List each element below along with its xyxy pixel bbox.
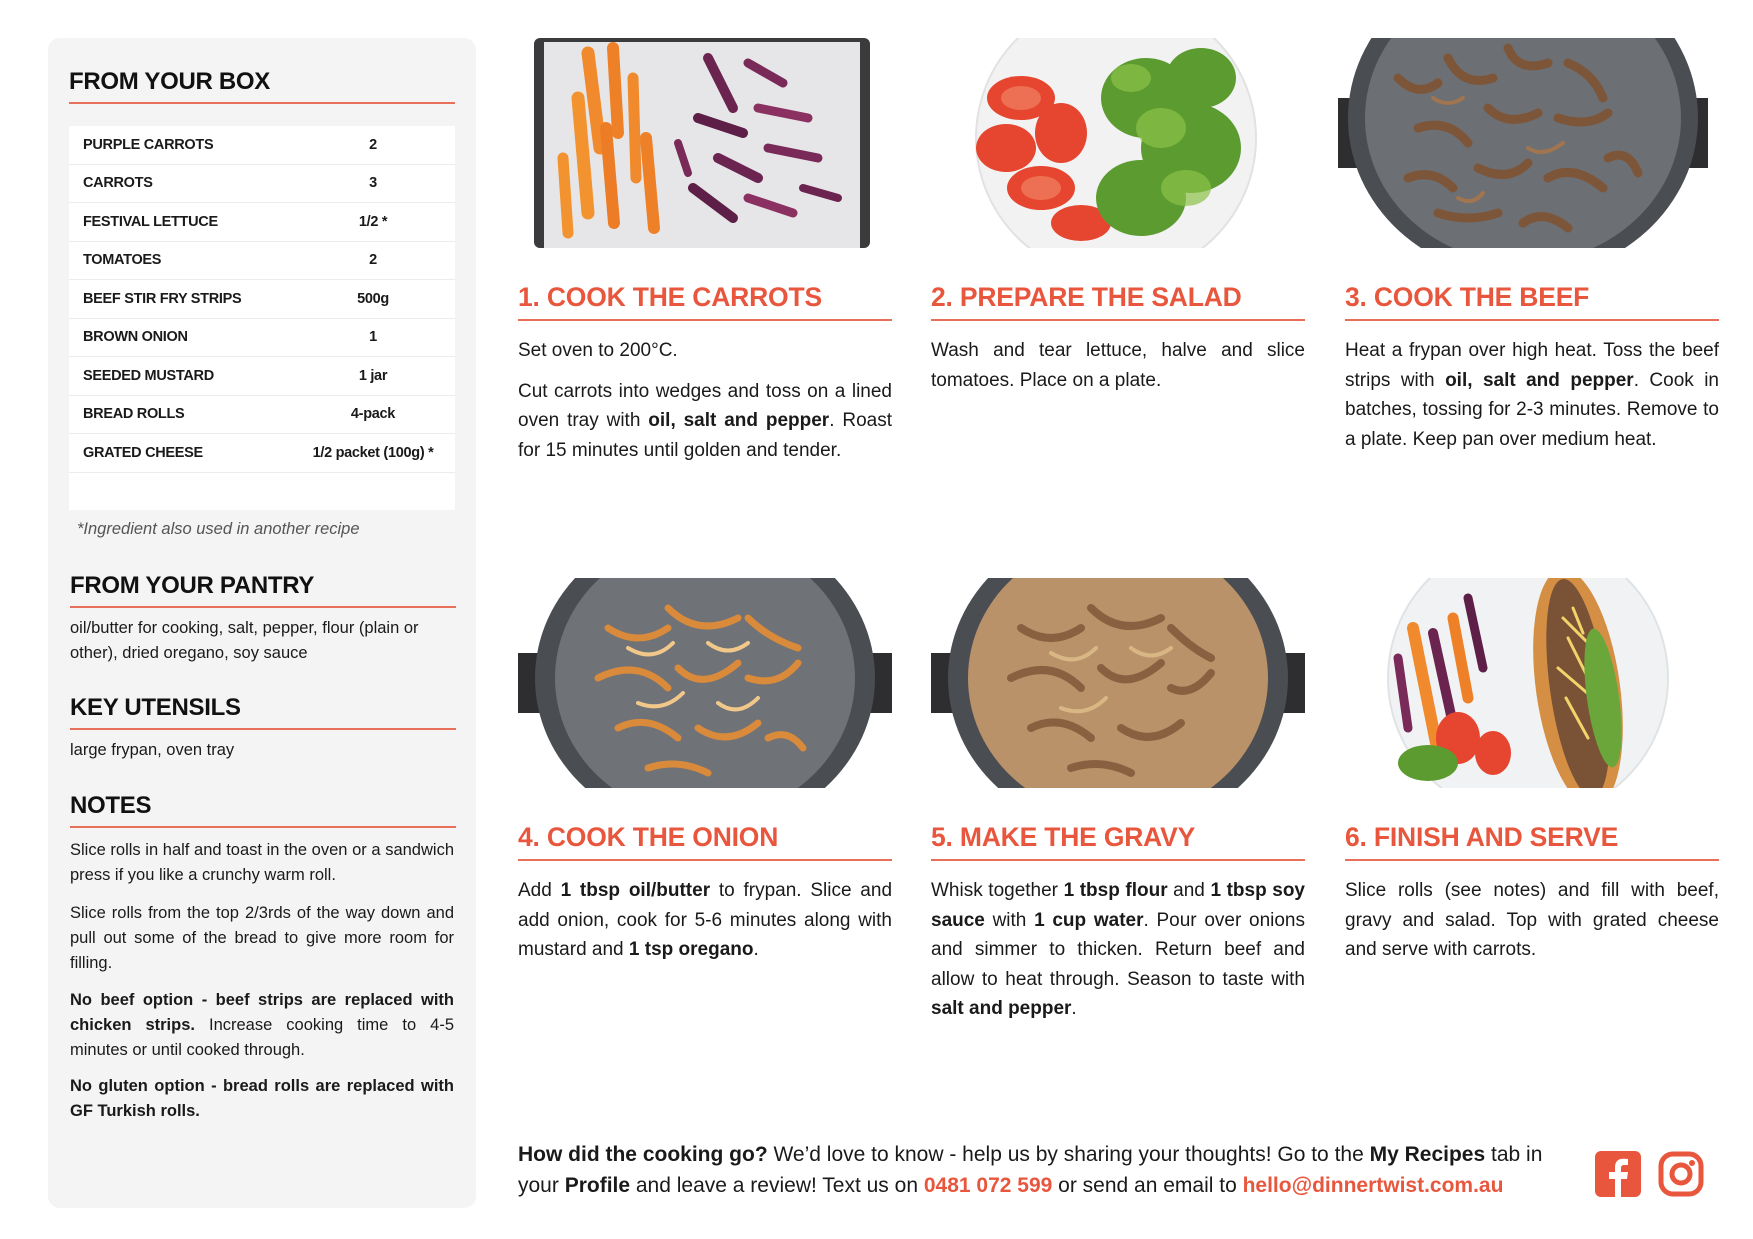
- footer-text-2: tab in your: [518, 1143, 1543, 1197]
- step-3-c: . Cook in batches, tossing for 2-3 minutes. Remove to a plate. Keep pan over medium heat.: [1345, 369, 1719, 450]
- step-1-text: [518, 336, 892, 465]
- ingredient-qty: 4-pack: [350, 406, 396, 423]
- footer-phone-link[interactable]: 0481 072 599: [923, 1174, 1053, 1197]
- note-slice: Slice rolls from the top 2/3rds of the way down and pull out some of the bread to give more room for filling.: [70, 904, 454, 972]
- note-no-beef-rest: Increase cooking time to 4-5 minutes or until cooked through.: [70, 1016, 454, 1059]
- from-your-box-heading: FROM YOUR BOX: [69, 68, 455, 104]
- ingredient-row: [69, 126, 455, 165]
- ingredient-row: [69, 280, 455, 319]
- step-4-b: 1 tbsp oil/butter: [560, 880, 711, 901]
- step-5-d: 1 tbsp soy sauce: [931, 880, 1305, 931]
- ingredient-name: CARROTS: [83, 175, 153, 192]
- step-1-title: 1. COOK THE CARROTS: [518, 282, 892, 321]
- step-5-text: [931, 876, 1305, 1024]
- step-5-e: with: [984, 909, 1035, 931]
- ingredient-row: [69, 242, 455, 281]
- ingredient-qty: 2: [369, 252, 377, 269]
- step-4-text: [518, 876, 892, 965]
- instagram-icon[interactable]: [1658, 1151, 1704, 1197]
- gravy-pan-photo: [931, 578, 1305, 788]
- footer-text-4: or send an email to: [1052, 1174, 1243, 1197]
- step-5-b: 1 tbsp flour: [1063, 880, 1168, 901]
- footer-text-3: and leave a review! Text us on: [630, 1174, 924, 1197]
- ingredients-table: [69, 126, 455, 510]
- sidebar-panel: [48, 38, 476, 1208]
- ingredient-row: [69, 319, 455, 358]
- step-4-e: .: [753, 939, 759, 960]
- note-no-gluten: [70, 1074, 454, 1124]
- step-1-carrots-c: . Roast for 15 minutes until golden and tender.: [518, 410, 892, 461]
- footer-email-link[interactable]: hello@dinnertwist.com.au: [1242, 1174, 1504, 1197]
- note-no-beef: [70, 988, 454, 1063]
- pantry-text: oil/butter for cooking, salt, pepper, flour (plain or other), dried oregano, soy sauce: [70, 619, 419, 662]
- ingredient-qty: 1: [369, 329, 377, 346]
- ingredient-qty: 3: [369, 175, 377, 192]
- step-5-f: 1 cup water: [1034, 909, 1144, 931]
- step-2-text: Wash and tear lettuce, halve and slice tomatoes. Place on a plate.: [931, 340, 1305, 391]
- step-1-carrots-b: oil, salt and pepper: [648, 410, 830, 431]
- salad-plate-photo: [931, 38, 1305, 248]
- ingredient-row: [69, 203, 455, 242]
- onion-pan-photo: [518, 578, 892, 788]
- footer-profile: Profile: [564, 1174, 631, 1197]
- from-your-pantry-heading: FROM YOUR PANTRY: [70, 572, 456, 608]
- ingredient-name: BREAD ROLLS: [83, 406, 185, 423]
- step-5-g: . Pour over onions and simmer to thicken. Return beef and allow to heat through. Season to taste with: [931, 909, 1305, 990]
- note-no-gluten-bold: No gluten option - bread rolls are replaced with GF Turkish rolls.: [70, 1077, 454, 1120]
- ingredient-name: PURPLE CARROTS: [83, 136, 214, 153]
- step-2-title: 2. PREPARE THE SALAD: [931, 282, 1305, 321]
- step-6-title: 6. FINISH AND SERVE: [1345, 822, 1719, 861]
- step-1-carrots: [518, 377, 892, 466]
- feedback-footer: [518, 1139, 1568, 1201]
- ingredient-name: BROWN ONION: [83, 329, 188, 346]
- step-5-title: 5. MAKE THE GRAVY: [931, 822, 1305, 861]
- ingredient-row: [69, 434, 455, 473]
- step-4-a: Add: [518, 880, 561, 901]
- ingredient-qty: 500g: [357, 290, 389, 307]
- step-3-text: [1345, 336, 1719, 454]
- ingredient-footnote: *Ingredient also used in another recipe: [77, 520, 360, 538]
- utensils-text: large frypan, oven tray: [70, 741, 235, 759]
- step-5-i: .: [1071, 998, 1077, 1019]
- step-4-c: to frypan. Slice and add onion, cook for 5-6 minutes along with mustard and: [518, 880, 893, 960]
- step-1-carrots-a: Cut carrots into wedges and toss on a lined oven tray with: [518, 380, 892, 431]
- finished-dish-photo: [1338, 578, 1712, 788]
- step-3-title: 3. COOK THE BEEF: [1345, 282, 1719, 321]
- step-4-title: 4. COOK THE ONION: [518, 822, 892, 861]
- ingredient-row: [69, 396, 455, 435]
- facebook-icon[interactable]: [1595, 1151, 1641, 1197]
- ingredient-row: [69, 357, 455, 396]
- step-5-c: and: [1167, 880, 1211, 901]
- ingredient-qty: 2: [369, 136, 377, 153]
- ingredient-name: TOMATOES: [83, 252, 162, 269]
- step-6-text: Slice rolls (see notes) and fill with beef, gravy and salad. Top with grated cheese and serve with carrots.: [1345, 880, 1719, 960]
- ingredient-qty: 1 jar: [358, 367, 388, 384]
- footer-text-1: We’d love to know - help us by sharing your thoughts! Go to the: [767, 1143, 1370, 1166]
- ingredient-name: SEEDED MUSTARD: [83, 367, 214, 384]
- step-5-h: salt and pepper: [931, 998, 1072, 1019]
- notes-heading: NOTES: [70, 792, 456, 828]
- step-3-a: Heat a frypan over high heat. Toss the beef strips with: [1345, 340, 1719, 391]
- footer-my-recipes: My Recipes: [1369, 1143, 1486, 1166]
- ingredient-qty: 1/2 packet (100g) *: [312, 444, 434, 461]
- ingredient-name: FESTIVAL LETTUCE: [83, 213, 218, 230]
- step-5-a: Whisk together: [931, 880, 1064, 901]
- key-utensils-heading: KEY UTENSILS: [70, 694, 456, 730]
- note-no-beef-bold: No beef option - beef strips are replaced with chicken strips.: [70, 991, 454, 1034]
- step-3-b: oil, salt and pepper: [1445, 369, 1634, 391]
- footer-question: How did the cooking go?: [518, 1143, 768, 1166]
- ingredient-name: BEEF STIR FRY STRIPS: [83, 290, 242, 307]
- note-toast: Slice rolls in half and toast in the oven or a sandwich press if you like a crunchy warm roll.: [70, 841, 454, 884]
- beef-pan-photo: [1338, 38, 1712, 248]
- step-1-oven: Set oven to 200°C.: [518, 340, 678, 361]
- step-4-d: 1 tsp oregano: [628, 939, 754, 960]
- ingredient-qty: 1/2 *: [358, 213, 388, 230]
- carrots-tray-photo: [518, 38, 892, 248]
- ingredient-row: [69, 165, 455, 204]
- ingredient-name: GRATED CHEESE: [83, 444, 203, 461]
